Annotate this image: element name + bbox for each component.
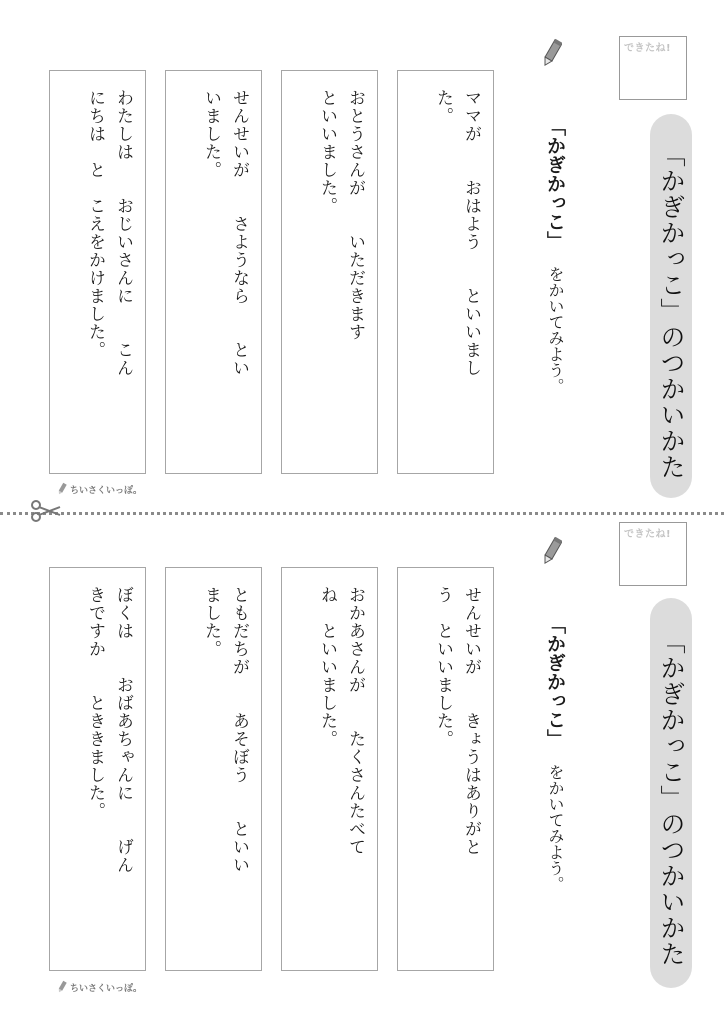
worksheet-title: 「かぎかっこ」のつかいかた — [650, 114, 692, 498]
done-stamp-box — [619, 36, 687, 100]
cut-line — [0, 512, 724, 515]
instruction-bold: 「かぎかっこ」 — [544, 116, 566, 250]
instruction — [535, 578, 575, 928]
card-text: せんせいが きょうはありがと う といいました。 — [433, 586, 481, 856]
practice-card-3 — [165, 567, 262, 971]
brand-text: ちいさくいっぽ。 — [70, 485, 143, 496]
pencil-icon — [542, 536, 562, 566]
practice-card-2 — [281, 567, 378, 971]
worksheet-title: 「かぎかっこ」のつかいかた — [650, 598, 692, 988]
card-text: おかあさんが たくさんたべて ね といいました。 — [317, 586, 365, 856]
instruction-text: をかいてみよう。 — [546, 763, 565, 892]
pencil-icon — [56, 980, 68, 994]
done-stamp-label: できたね! — [624, 43, 672, 54]
done-stamp-label: できたね! — [624, 529, 672, 540]
instruction — [535, 80, 575, 430]
card-text: ぼくは おばあちゃんに げん きですか とききました。 — [85, 586, 133, 874]
brand-logo — [56, 482, 142, 496]
card-text: わたしは おじいさんに こん にちは と こえをかけました。 — [85, 89, 133, 377]
done-stamp-box — [619, 522, 687, 586]
practice-card-1 — [397, 567, 494, 971]
brand-text: ちいさくいっぽ。 — [70, 983, 143, 994]
practice-card-3 — [165, 70, 262, 474]
practice-card-2 — [281, 70, 378, 474]
instruction-bold: 「かぎかっこ」 — [544, 614, 566, 748]
card-text: おとうさんが いただきます といいました。 — [317, 89, 365, 341]
card-text: せんせいが さようなら とい いました。 — [201, 89, 249, 377]
scissors-icon — [30, 500, 62, 522]
card-text: ママが おはよう といいまし た。 — [433, 89, 481, 377]
card-text: ともだちが あそぼう といい ました。 — [201, 586, 249, 874]
practice-card-1 — [397, 70, 494, 474]
brand-logo — [56, 980, 142, 994]
instruction-text: をかいてみよう。 — [546, 265, 565, 394]
practice-card-4 — [49, 70, 146, 474]
practice-card-4 — [49, 567, 146, 971]
pencil-icon — [542, 38, 562, 68]
pencil-icon — [56, 482, 68, 496]
